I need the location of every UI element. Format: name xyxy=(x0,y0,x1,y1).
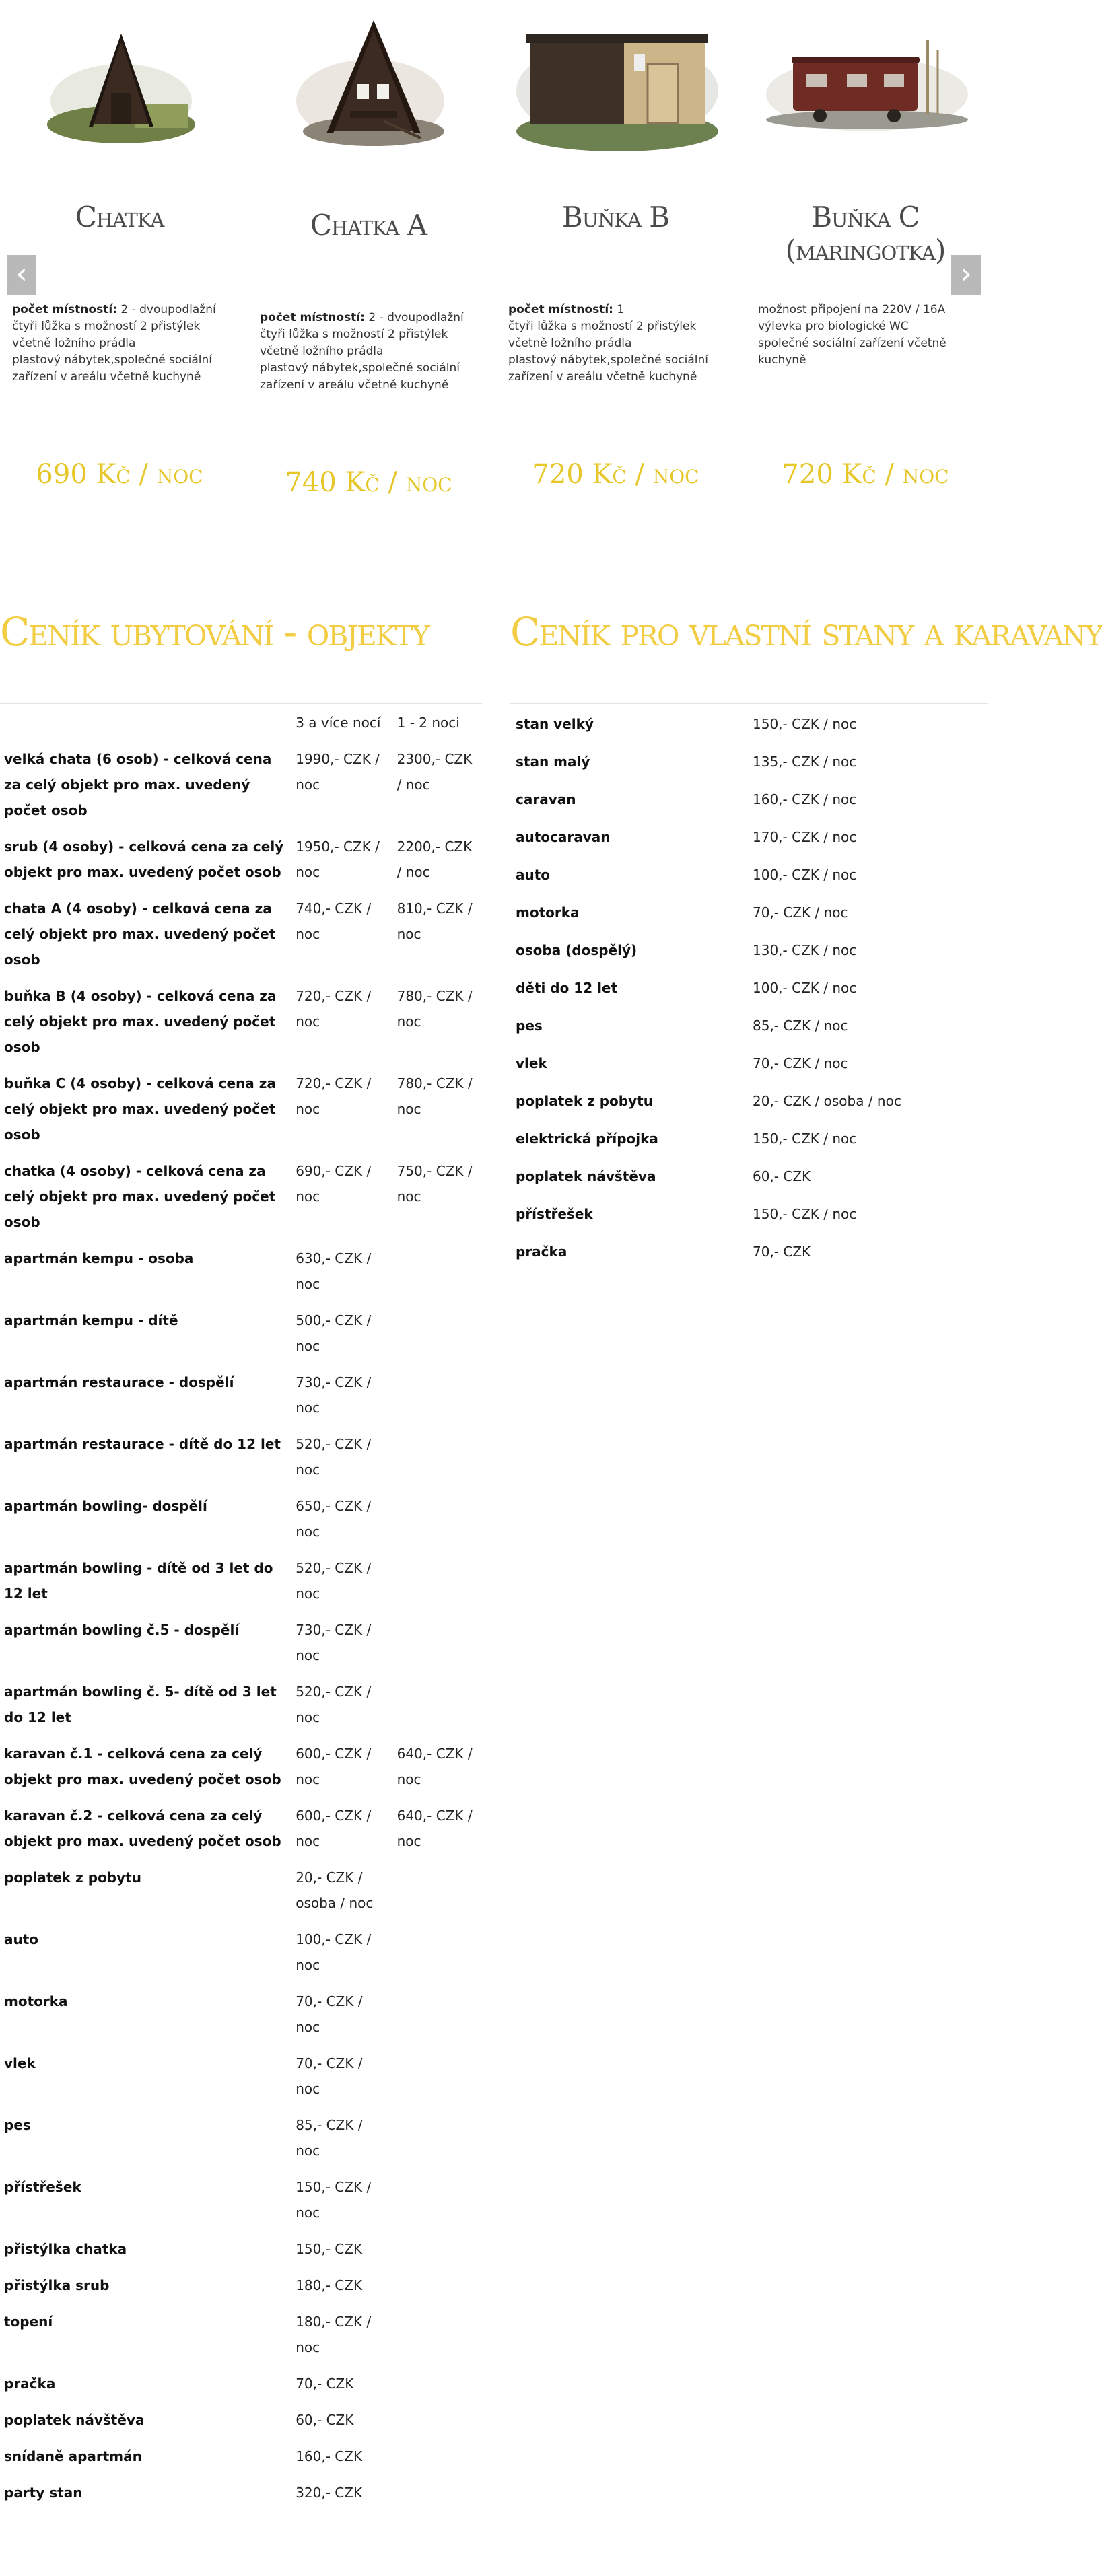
item-name: přistýlka srub xyxy=(4,2277,110,2293)
price-3plus-nights: 650,- CZK / noc xyxy=(296,1498,372,1540)
cabin-photo xyxy=(0,13,239,155)
desc-line: čtyři lůžka s možností 2 přistýlek včetně ložního prádla xyxy=(260,328,448,358)
table-row xyxy=(0,1983,482,2045)
price-1-2-nights xyxy=(393,1550,482,1612)
price-1-2-nights xyxy=(393,2045,482,2107)
price-1-2-nights xyxy=(393,2402,482,2438)
price-1-2-nights xyxy=(393,2267,482,2303)
item-price: 85,- CZK / noc xyxy=(753,1017,848,1034)
price-3plus-nights: 730,- CZK / noc xyxy=(296,1622,372,1663)
table-row xyxy=(510,1044,988,1082)
item-name: osoba (dospělý) xyxy=(516,942,638,958)
item-price: 70,- CZK / noc xyxy=(753,1055,848,1071)
price-1-2-nights xyxy=(393,2438,482,2474)
card-description xyxy=(260,310,475,394)
item-name: chata A (4 osoby) - celková cena za celý objekt pro max. uvedený počet osob xyxy=(4,900,276,968)
table-row xyxy=(0,978,482,1065)
item-price: 100,- CZK / noc xyxy=(753,980,857,996)
price-3plus-nights: 70,- CZK xyxy=(296,2375,354,2392)
price-1-2-nights xyxy=(393,2231,482,2267)
item-name: apartmán kempu - osoba xyxy=(4,1250,194,1266)
chevron-left-icon: ‹ xyxy=(15,256,28,291)
item-name: apartmán bowling č. 5- dítě od 3 let do 12 let xyxy=(4,1684,277,1725)
item-name: elektrická přípojka xyxy=(516,1131,658,1147)
desc-line: plastový nábytek,společné sociální zařízení v areálu včetně kuchyně xyxy=(260,361,460,392)
price-1-2-nights: 2300,- CZK / noc xyxy=(397,751,473,793)
table-row xyxy=(510,743,988,781)
table-row xyxy=(510,1157,988,1195)
price-3plus-nights: 180,- CZK xyxy=(296,2277,363,2293)
desc-value: 2 - dvoupodlažní xyxy=(364,311,464,324)
price-1-2-nights xyxy=(393,2303,482,2365)
item-price: 150,- CZK / noc xyxy=(753,716,857,732)
pricing-objects-table xyxy=(0,705,482,2511)
desc-line: čtyři lůžka s možností 2 přistýlek včetně ložního prádla xyxy=(12,320,201,350)
item-price: 100,- CZK / noc xyxy=(753,867,857,883)
card-title: Chatka xyxy=(75,201,164,234)
price-3plus-nights: 600,- CZK / noc xyxy=(296,1746,372,1787)
divider xyxy=(0,703,482,704)
item-price: 135,- CZK / noc xyxy=(753,754,857,770)
price-3plus-nights: 20,- CZK / osoba / noc xyxy=(296,1869,374,1911)
container-cabin-photo xyxy=(496,13,735,155)
price-1-2-nights xyxy=(393,1921,482,1983)
price-1-2-nights: 810,- CZK / noc xyxy=(397,900,473,942)
table-row xyxy=(0,2045,482,2107)
item-name: topení xyxy=(4,2314,53,2330)
price-3plus-nights: 320,- CZK xyxy=(296,2484,363,2501)
table-row xyxy=(0,2231,482,2267)
item-price: 70,- CZK xyxy=(753,1244,811,1260)
card-price: 720 Kč / noc xyxy=(782,459,949,490)
item-name: apartmán bowling- dospělí xyxy=(4,1498,207,1514)
card-title: Buňka B xyxy=(561,201,670,234)
table-row xyxy=(510,1120,988,1157)
desc-label: počet místností: xyxy=(12,303,117,316)
table-row xyxy=(0,1921,482,1983)
item-name: pračka xyxy=(4,2375,56,2392)
table-row xyxy=(510,969,988,1007)
price-3plus-nights: 720,- CZK / noc xyxy=(296,1075,372,1117)
desc-value: 1 xyxy=(613,303,625,316)
table-header xyxy=(0,705,291,741)
table-header: 1 - 2 noci xyxy=(397,715,460,731)
item-price: 70,- CZK / noc xyxy=(753,904,848,921)
carousel-next-button[interactable] xyxy=(951,255,981,295)
table-row xyxy=(0,1302,482,1364)
item-name: apartmán bowling č.5 - dospělí xyxy=(4,1622,240,1638)
price-1-2-nights: 640,- CZK / noc xyxy=(397,1746,473,1787)
price-3plus-nights: 1950,- CZK / noc xyxy=(296,838,380,880)
desc-line: plastový nábytek,společné sociální zařízení v areálu včetně kuchyně xyxy=(508,353,708,384)
item-name: motorka xyxy=(4,1993,68,2009)
table-row xyxy=(0,2267,482,2303)
table-row xyxy=(510,705,988,743)
item-name: přístřešek xyxy=(516,1206,593,1222)
table-row xyxy=(0,2474,482,2511)
item-name: snídaně apartmán xyxy=(4,2448,142,2464)
item-name: auto xyxy=(516,867,551,883)
price-3plus-nights: 600,- CZK / noc xyxy=(296,1808,372,1849)
item-name: velká chata (6 osob) - celková cena za celý objekt pro max. uvedený počet osob xyxy=(4,751,272,818)
item-name: caravan xyxy=(516,791,576,808)
price-3plus-nights: 100,- CZK / noc xyxy=(296,1931,372,1973)
item-name: pes xyxy=(516,1017,543,1034)
cabin-a-photo xyxy=(249,13,488,155)
item-name: děti do 12 let xyxy=(516,980,618,996)
price-3plus-nights: 160,- CZK xyxy=(296,2448,363,2464)
card-title: Chatka A xyxy=(310,209,427,242)
price-3plus-nights: 85,- CZK / noc xyxy=(296,2117,363,2159)
item-name: karavan č.2 - celková cena za celý objekt pro max. uvedený počet osob xyxy=(4,1808,281,1849)
price-3plus-nights: 1990,- CZK / noc xyxy=(296,751,380,793)
price-1-2-nights: 780,- CZK / noc xyxy=(397,1075,473,1117)
item-name: pračka xyxy=(516,1244,567,1260)
price-1-2-nights xyxy=(393,1364,482,1426)
price-3plus-nights: 720,- CZK / noc xyxy=(296,988,372,1030)
price-1-2-nights xyxy=(393,1674,482,1736)
chevron-right-icon: › xyxy=(960,256,972,291)
item-name: poplatek návštěva xyxy=(4,2412,145,2428)
price-3plus-nights: 520,- CZK / noc xyxy=(296,1436,372,1478)
price-1-2-nights: 2200,- CZK / noc xyxy=(397,838,473,880)
table-header: 3 a více nocí xyxy=(296,715,381,731)
accommodation-carousel xyxy=(0,0,988,538)
table-row xyxy=(510,781,988,818)
item-name: autocaravan xyxy=(516,829,611,845)
item-price: 130,- CZK / noc xyxy=(753,942,857,958)
card-price: 690 Kč / noc xyxy=(36,459,203,490)
price-1-2-nights xyxy=(393,1488,482,1550)
item-price: 20,- CZK / osoba / noc xyxy=(753,1093,901,1109)
table-row xyxy=(0,1859,482,1921)
table-row xyxy=(0,828,482,890)
item-price: 150,- CZK / noc xyxy=(753,1206,857,1222)
table-row xyxy=(0,1488,482,1550)
price-1-2-nights: 780,- CZK / noc xyxy=(397,988,473,1030)
price-3plus-nights: 730,- CZK / noc xyxy=(296,1374,372,1416)
desc-line: čtyři lůžka s možností 2 přistýlek včetně ložního prádla xyxy=(508,320,697,350)
desc-label: počet místností: xyxy=(508,303,613,316)
table-row xyxy=(510,818,988,856)
price-1-2-nights xyxy=(393,1612,482,1674)
price-3plus-nights: 60,- CZK xyxy=(296,2412,354,2428)
price-3plus-nights: 150,- CZK xyxy=(296,2241,363,2257)
item-name: vlek xyxy=(516,1055,547,1071)
pricing-tents-table xyxy=(510,705,988,1271)
table-row xyxy=(0,2169,482,2231)
price-1-2-nights xyxy=(393,2107,482,2169)
table-row xyxy=(0,2107,482,2169)
card-price: 720 Kč / noc xyxy=(532,459,699,490)
price-3plus-nights: 520,- CZK / noc xyxy=(296,1560,372,1602)
price-1-2-nights xyxy=(393,2365,482,2402)
item-name: apartmán bowling - dítě od 3 let do 12 let xyxy=(4,1560,273,1602)
item-name: srub (4 osoby) - celková cena za celý objekt pro max. uvedený počet osob xyxy=(4,838,284,880)
item-name: motorka xyxy=(516,904,580,921)
card-price: 740 Kč / noc xyxy=(285,467,452,498)
price-3plus-nights: 690,- CZK / noc xyxy=(296,1163,372,1205)
item-name: apartmán restaurace - dospělí xyxy=(4,1374,234,1390)
table-row xyxy=(0,1612,482,1674)
card-description xyxy=(758,301,973,369)
item-name: auto xyxy=(4,1931,39,1947)
pricing-tents-title: Ceník pro vlastní stany a karavany xyxy=(510,609,1102,655)
price-3plus-nights: 500,- CZK / noc xyxy=(296,1312,372,1354)
table-row xyxy=(510,931,988,969)
desc-label: počet místností: xyxy=(260,311,365,324)
item-name: přístřešek xyxy=(4,2179,81,2195)
item-name: poplatek z pobytu xyxy=(4,1869,141,1886)
item-price: 170,- CZK / noc xyxy=(753,829,857,845)
price-1-2-nights xyxy=(393,1302,482,1364)
item-name: apartmán restaurace - dítě do 12 let xyxy=(4,1436,281,1452)
table-row xyxy=(0,1674,482,1736)
table-row xyxy=(0,2402,482,2438)
item-name: buňka B (4 osoby) - celková cena za celý objekt pro max. uvedený počet osob xyxy=(4,988,277,1055)
desc-line: společné sociální zařízení včetně kuchyně xyxy=(758,336,946,367)
table-row xyxy=(0,2303,482,2365)
item-price: 150,- CZK / noc xyxy=(753,1131,857,1147)
carousel-prev-button[interactable] xyxy=(7,255,36,295)
table-row xyxy=(0,1426,482,1488)
table-row xyxy=(510,856,988,894)
price-1-2-nights xyxy=(393,1983,482,2045)
item-price: 160,- CZK / noc xyxy=(753,791,857,808)
table-row xyxy=(510,1007,988,1044)
price-3plus-nights: 740,- CZK / noc xyxy=(296,900,372,942)
item-name: karavan č.1 - celková cena za celý objekt pro max. uvedený počet osob xyxy=(4,1746,281,1787)
price-1-2-nights: 640,- CZK / noc xyxy=(397,1808,473,1849)
item-name: vlek xyxy=(4,2055,36,2071)
item-name: party stan xyxy=(4,2484,83,2501)
item-name: poplatek návštěva xyxy=(516,1168,656,1184)
item-name: stan velký xyxy=(516,716,594,732)
price-3plus-nights: 70,- CZK / noc xyxy=(296,2055,363,2097)
card-description xyxy=(508,301,724,386)
caravan-photo xyxy=(746,13,985,155)
table-row xyxy=(0,1065,482,1153)
table-row xyxy=(0,1797,482,1859)
item-name: pes xyxy=(4,2117,31,2133)
price-1-2-nights xyxy=(393,1240,482,1302)
card-description xyxy=(12,301,228,386)
price-1-2-nights xyxy=(393,2169,482,2231)
price-3plus-nights: 180,- CZK / noc xyxy=(296,2314,372,2355)
price-3plus-nights: 70,- CZK / noc xyxy=(296,1993,363,2035)
table-row xyxy=(510,894,988,931)
price-1-2-nights xyxy=(393,1859,482,1921)
desc-line: možnost připojení na 220V / 16A xyxy=(758,303,946,316)
price-1-2-nights xyxy=(393,1426,482,1488)
item-name: chatka (4 osoby) - celková cena za celý objekt pro max. uvedený počet osob xyxy=(4,1163,276,1230)
table-header-row xyxy=(0,705,482,741)
price-3plus-nights: 150,- CZK / noc xyxy=(296,2179,372,2221)
table-row xyxy=(0,1550,482,1612)
item-name: apartmán kempu - dítě xyxy=(4,1312,178,1328)
table-row xyxy=(0,741,482,828)
table-row xyxy=(510,1233,988,1271)
price-3plus-nights: 630,- CZK / noc xyxy=(296,1250,372,1292)
item-price: 60,- CZK xyxy=(753,1168,811,1184)
desc-line: plastový nábytek,společné sociální zařízení v areálu včetně kuchyně xyxy=(12,353,212,384)
table-row xyxy=(0,2438,482,2474)
table-row xyxy=(510,1082,988,1120)
item-name: poplatek z pobytu xyxy=(516,1093,653,1109)
item-name: přistýlka chatka xyxy=(4,2241,127,2257)
table-row xyxy=(510,1195,988,1233)
price-1-2-nights xyxy=(393,2474,482,2511)
table-row xyxy=(0,1153,482,1240)
desc-line: výlevka pro biologické WC xyxy=(758,320,909,333)
card-title: Buňka C (maringotka) xyxy=(785,201,946,266)
price-3plus-nights: 520,- CZK / noc xyxy=(296,1684,372,1725)
table-row xyxy=(0,1364,482,1426)
item-name: stan malý xyxy=(516,754,590,770)
price-1-2-nights: 750,- CZK / noc xyxy=(397,1163,473,1205)
pricing-objects-title: Ceník ubytování - objekty xyxy=(0,609,429,655)
divider xyxy=(510,703,988,704)
item-name: buňka C (4 osoby) - celková cena za celý objekt pro max. uvedený počet osob xyxy=(4,1075,276,1143)
table-row xyxy=(0,890,482,978)
table-row xyxy=(0,1240,482,1302)
table-row xyxy=(0,1736,482,1797)
table-row xyxy=(0,2365,482,2402)
desc-value: 2 - dvoupodlažní xyxy=(116,303,216,316)
